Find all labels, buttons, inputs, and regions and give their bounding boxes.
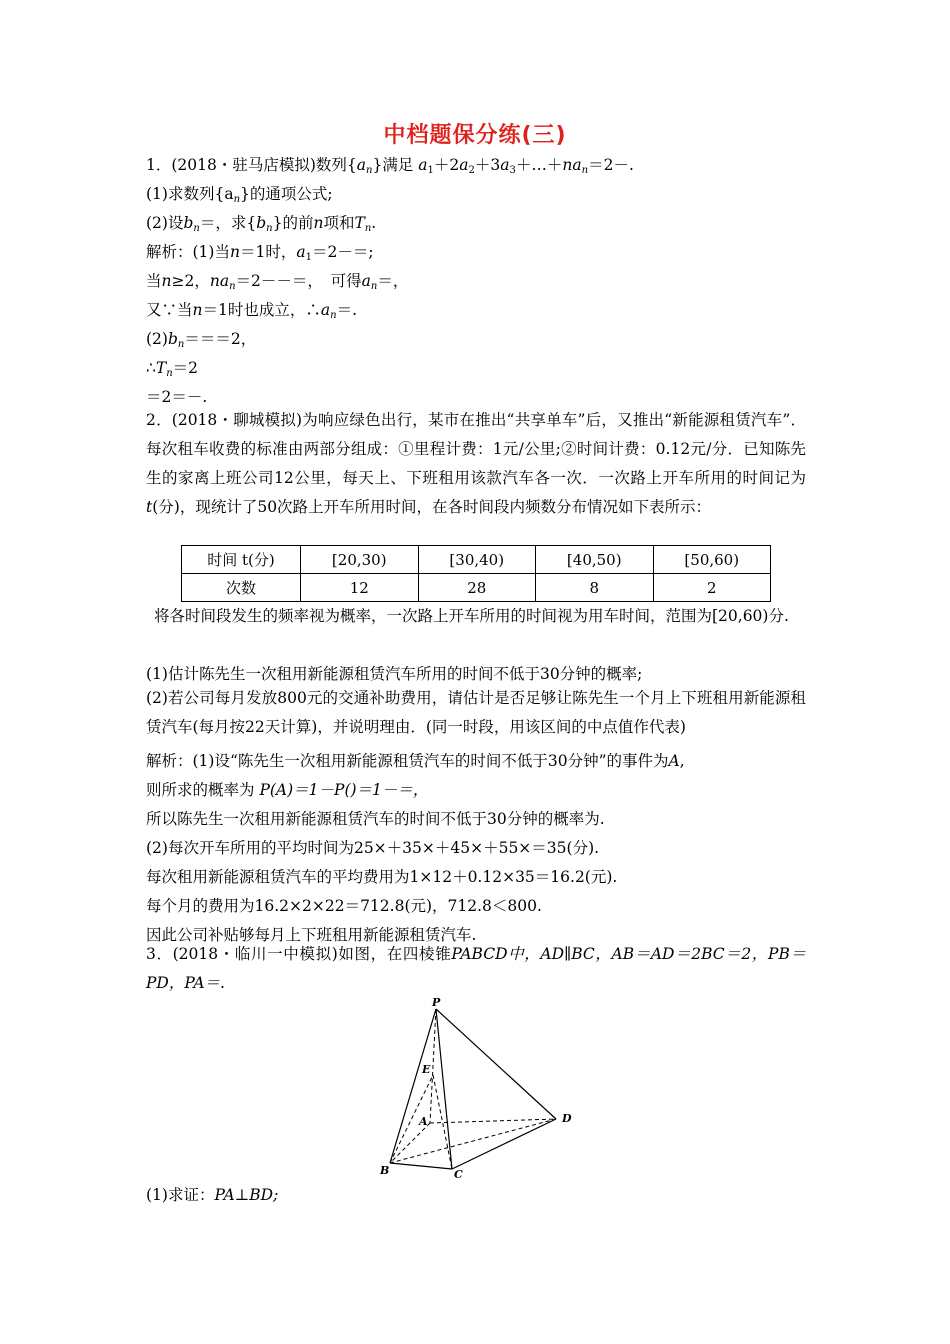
label-b: B — [380, 1164, 390, 1177]
table-cell: [50,60) — [653, 546, 771, 574]
q3-part1: (1)求证：PA⊥BD; — [146, 1186, 279, 1204]
q3-stem: 3．(2018・临川一中模拟)如图，在四棱锥PABCD中，AD∥BC，AB＝AD＝2BC＝2，PB＝PD，PA＝. — [146, 945, 807, 992]
q2-part1: (1)估计陈先生一次租用新能源租赁汽车所用的时间不低于30分钟的概率; — [146, 665, 643, 683]
table-cell: 28 — [418, 574, 536, 602]
page-title: 中档题保分练(三) — [383, 123, 567, 148]
table-cell: 8 — [536, 574, 654, 602]
q1-solution-1: 解析：(1)当n＝1时，$a_1=2-=$; — [146, 243, 374, 263]
q2-solution-1: 解析：(1)设“陈先生一次租用新能源租赁汽车的时间不低于30分钟”的事件为A, — [146, 752, 685, 770]
frequency-table — [181, 545, 771, 602]
table-cell: 2 — [653, 574, 771, 602]
q1-stem: 1．(2018・驻马店模拟)数列$\{a_n\}$满足 $a_1+2a_2+3a_3+\dots+na_n=2-$. — [146, 156, 634, 176]
q2-after-table: 将各时间段发生的频率视为概率，一次路上开车所用的时间视为用车时间，范围为[20,60)分. — [154, 607, 789, 625]
edge-pd — [436, 1009, 556, 1119]
edge-ad — [430, 1119, 556, 1123]
label-d: D — [562, 1112, 572, 1125]
edge-bc — [390, 1163, 452, 1169]
segment-ec — [433, 1075, 452, 1169]
q2-solution-5: 每次租用新能源租赁汽车的平均费用为1×12＋0.12×35＝16.2(元). — [146, 868, 618, 886]
q1-solution-4: $(2)b_n===2$， — [146, 330, 257, 350]
table-header-row — [182, 546, 771, 574]
q2-solution-7: 因此公司补贴够每月上下班租用新能源租赁汽车. — [146, 926, 477, 944]
label-c: C — [454, 1168, 463, 1181]
table-row — [182, 574, 771, 602]
q2-solution-2: 则所求的概率为 P(A)＝1－P()＝1－＝， — [146, 781, 429, 799]
q2-stem: 2．(2018・聊城模拟)为响应绿色出行，某市在推出“共享单车”后，又推出“新能源租赁汽车”．每次租车收费的标准由两部分组成：①里程计费：1元/公里;②时间计费：0.12元/分．已知陈先生的家离上班公司12公里，每天上、下班租用该款汽车各一次．一次路上开车所用的时间记为t(分)，现统计了50次路上开车所用时间，在各时间段内频数分布情况如下表所示： — [146, 411, 806, 516]
table-cell: [40,50) — [536, 546, 654, 574]
q2-part2: (2)若公司每月发放800元的交通补助费用，请估计是否足够让陈先生一个月上下班租用新能源租赁汽车(每月按22天计算)，并说明理由．(同一时段，用该区间的中点值作代表) — [146, 689, 806, 736]
table-cell: [30,40) — [418, 546, 536, 574]
table-cell: 12 — [301, 574, 419, 602]
q1-solution-6: ＝2＝－. — [146, 388, 208, 406]
table-cell: [20,30) — [301, 546, 419, 574]
q1-solution-2: 当n≥2，$na_n=2--=$， 可得$a_n=$， — [146, 272, 409, 292]
edge-pc — [436, 1009, 452, 1169]
label-p: P — [432, 996, 441, 1009]
label-e: E — [422, 1063, 431, 1076]
pyramid-figure — [372, 995, 582, 1185]
label-a: A — [419, 1115, 428, 1128]
table-cell: 时间 t(分) — [182, 546, 301, 574]
q2-solution-4: (2)每次开车所用的平均时间为25×＋35×＋45×＋55×＝35(分). — [146, 839, 600, 857]
edge-cd — [452, 1119, 556, 1169]
q1-part2: (2)设$b_n=$，求$\{b_n\}$的前n项和$T_n$. — [146, 214, 377, 234]
table-cell: 次数 — [182, 574, 301, 602]
q1-part1: (1)求数列$\{a_n\}$的通项公式; — [146, 185, 333, 205]
q1-solution-3: 又∵当n＝1时也成立，$\therefore a_n=$. — [146, 301, 358, 321]
q2-solution-6: 每个月的费用为16.2×2×22＝712.8(元)，712.8＜800. — [146, 897, 542, 915]
q2-solution-3: 所以陈先生一次租用新能源租赁汽车的时间不低于30分钟的概率为. — [146, 810, 605, 828]
q1-solution-5: $\therefore T_n=2$ — [146, 359, 199, 379]
edge-bd — [390, 1119, 556, 1163]
